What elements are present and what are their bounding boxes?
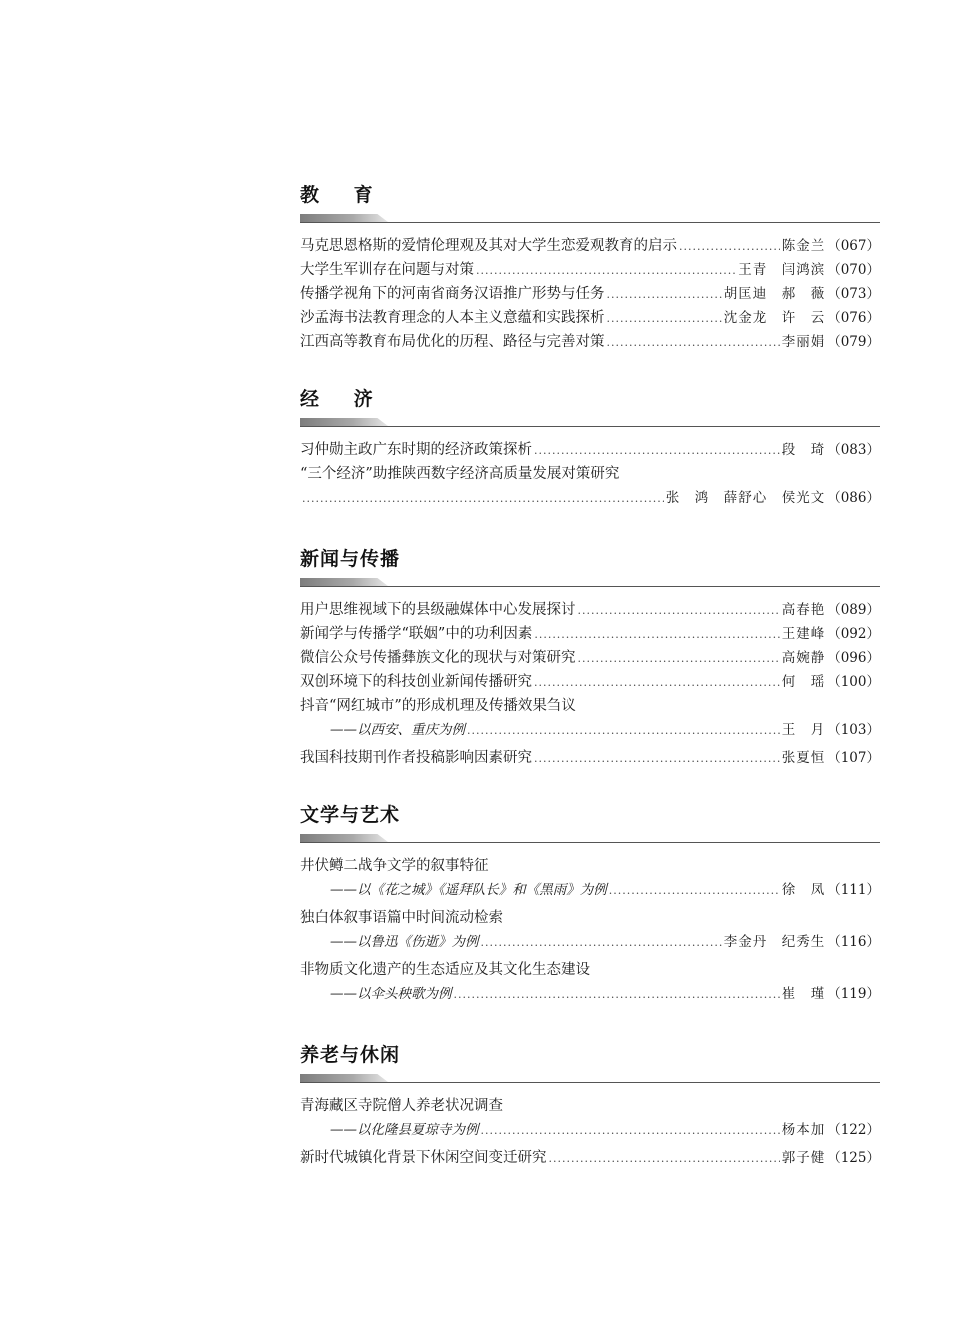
entry-line: [300, 646, 880, 670]
entry-authors: 李丽娟: [781, 334, 826, 350]
entry-line: [300, 670, 880, 694]
entry-line: [300, 282, 880, 306]
entry-title[interactable]: 双创环境下的科技创业新闻传播研究: [300, 674, 532, 690]
toc-entry: [300, 958, 880, 1010]
entry-authors: 高婉静: [781, 650, 826, 666]
dot-leader: [467, 719, 780, 743]
entry-page-number: （107）: [827, 750, 880, 766]
entry-subtitle: ——以西安、重庆为例: [330, 722, 465, 738]
entry-page-number: （096）: [827, 650, 880, 666]
entry-title[interactable]: 传播学视角下的河南省商务汉语推广形势与任务: [300, 286, 605, 302]
toc-entry: [300, 906, 880, 958]
dot-leader: [607, 283, 722, 307]
entry-page-number: （076）: [827, 310, 880, 326]
entry-line: [300, 854, 880, 878]
entry-title[interactable]: 青海藏区寺院僧人养老状况调查: [300, 1098, 503, 1114]
entry-list: [300, 846, 880, 1010]
entry-line: [300, 306, 880, 330]
entry-authors: 沈金龙 许 云: [723, 310, 826, 326]
entry-line: [300, 598, 880, 622]
dot-leader: [534, 623, 779, 647]
toc-section: [300, 170, 880, 354]
section-title: 教 育: [300, 184, 387, 206]
entry-line: [300, 958, 880, 982]
section-accent-bar: [300, 418, 388, 426]
entry-page-number: （100）: [827, 674, 880, 690]
entry-list: [300, 226, 880, 354]
entry-authors: 陈金兰: [781, 238, 826, 254]
section-divider: [300, 426, 880, 427]
entry-page-number: （079）: [827, 334, 880, 350]
entry-page-number: （073）: [827, 286, 880, 302]
entry-authors: 段 琦: [781, 442, 826, 458]
entry-page-number: （125）: [827, 1150, 880, 1166]
section-divider: [300, 586, 880, 587]
entry-subtitle: ——以鲁迅《伤逝》为例: [330, 934, 479, 950]
entry-line: [300, 878, 880, 902]
entry-authors: 张 鸿 薛舒心 侯光文: [665, 490, 826, 506]
entry-authors: 王 月: [781, 722, 826, 738]
toc-entry: [300, 462, 880, 514]
section-accent-bar: [300, 834, 388, 842]
dot-leader: [481, 1119, 780, 1143]
section-header: [300, 1030, 880, 1086]
toc-entry: [300, 306, 880, 330]
entry-page-number: （111）: [827, 882, 880, 898]
dot-leader: [302, 487, 664, 511]
toc-entry: [300, 694, 880, 746]
toc-entry: [300, 1094, 880, 1146]
entry-line: [300, 746, 880, 770]
dot-leader: [481, 931, 722, 955]
section-title: 养老与休闲: [300, 1044, 401, 1066]
entry-title[interactable]: 用户思维视域下的县级融媒体中心发展探讨: [300, 602, 576, 618]
entry-line: [300, 438, 880, 462]
section-accent-bar: [300, 214, 388, 222]
toc-entry: [300, 622, 880, 646]
section-accent-bar: [300, 578, 388, 586]
entry-title[interactable]: 抖音“网红城市”的形成机理及传播效果刍议: [300, 698, 576, 714]
entry-line: [300, 486, 880, 510]
section-header: [300, 534, 880, 590]
entry-page-number: （083）: [827, 442, 880, 458]
entry-subtitle: ——以《花之城》《遥拜队长》和《黑雨》为例: [330, 882, 607, 898]
entry-title[interactable]: 微信公众号传播彝族文化的现状与对策研究: [300, 650, 576, 666]
table-of-contents: [300, 170, 880, 1190]
entry-page-number: （122）: [827, 1122, 880, 1138]
entry-page-number: （067）: [827, 238, 880, 254]
entry-page-number: （103）: [827, 722, 880, 738]
entry-line: [300, 258, 880, 282]
entry-title[interactable]: 江西高等教育布局优化的历程、路径与完善对策: [300, 334, 605, 350]
entry-page-number: （070）: [827, 262, 880, 278]
section-title: 经 济: [300, 388, 387, 410]
dot-leader: [607, 307, 722, 331]
entry-title[interactable]: 我国科技期刊作者投稿影响因素研究: [300, 750, 532, 766]
section-divider: [300, 1082, 880, 1083]
entry-page-number: （092）: [827, 626, 880, 642]
dot-leader: [534, 671, 780, 695]
dot-leader: [454, 983, 780, 1007]
toc-section: [300, 790, 880, 1010]
dot-leader: [476, 259, 736, 283]
entry-authors: 杨本加: [781, 1122, 826, 1138]
toc-entry: [300, 234, 880, 258]
section-divider: [300, 842, 880, 843]
dot-leader: [534, 747, 780, 771]
entry-page-number: （116）: [827, 934, 880, 950]
entry-line: [300, 906, 880, 930]
entry-list: [300, 1086, 880, 1170]
entry-title[interactable]: 新时代城镇化背景下休闲空间变迁研究: [300, 1150, 547, 1166]
dot-leader: [607, 331, 780, 355]
section-title: 文学与艺术: [300, 804, 401, 826]
entry-line: [300, 462, 880, 486]
section-header: [300, 374, 880, 430]
entry-title[interactable]: 马克思恩格斯的爱情伦理观及其对大学生恋爱观教育的启示: [300, 238, 677, 254]
dot-leader: [679, 235, 780, 259]
entry-page-number: （086）: [827, 490, 880, 506]
entry-line: [300, 622, 880, 646]
entry-authors: 王建峰: [781, 626, 826, 642]
toc-entry: [300, 670, 880, 694]
entry-subtitle: ——以化隆县夏琼寺为例: [330, 1122, 479, 1138]
toc-section: [300, 374, 880, 514]
entry-subtitle: ——以伞头秧歌为例: [330, 986, 452, 1002]
entry-line: [300, 1094, 880, 1118]
entry-line: [300, 1146, 880, 1170]
entry-line: [300, 982, 880, 1006]
toc-entry: [300, 330, 880, 354]
entry-authors: 何 瑶: [781, 674, 826, 690]
section-divider: [300, 222, 880, 223]
entry-line: [300, 694, 880, 718]
dot-leader: [534, 439, 780, 463]
entry-title[interactable]: “三个经济”助推陕西数字经济高质量发展对策研究: [300, 466, 620, 482]
entry-title[interactable]: 独白体叙事语篇中时间流动检索: [300, 910, 503, 926]
section-header: [300, 790, 880, 846]
toc-section: [300, 534, 880, 770]
entry-authors: 胡匡迪 郝 薇: [723, 286, 826, 302]
entry-authors: 王青 闫鸿滨: [738, 262, 826, 278]
section-header: [300, 170, 880, 226]
entry-line: [300, 330, 880, 354]
entry-list: [300, 430, 880, 514]
entry-line: [300, 718, 880, 742]
entry-authors: 崔 瑾: [781, 986, 826, 1002]
entry-title[interactable]: 大学生军训存在问题与对策: [300, 262, 474, 278]
dot-leader: [578, 599, 780, 623]
entry-line: [300, 234, 880, 258]
entry-title[interactable]: 习仲勋主政广东时期的经济政策探析: [300, 442, 532, 458]
toc-entry: [300, 282, 880, 306]
entry-authors: 李金丹 纪秀生: [723, 934, 826, 950]
entry-list: [300, 590, 880, 770]
toc-entry: [300, 258, 880, 282]
entry-authors: 郭子健: [781, 1150, 826, 1166]
entry-page-number: （089）: [827, 602, 880, 618]
toc-section: [300, 1030, 880, 1170]
section-title: 新闻与传播: [300, 548, 401, 570]
toc-entry: [300, 598, 880, 622]
entry-page-number: （119）: [827, 986, 880, 1002]
toc-entry: [300, 854, 880, 906]
dot-leader: [549, 1147, 780, 1171]
toc-entry: [300, 1146, 880, 1170]
dot-leader: [578, 647, 780, 671]
section-accent-bar: [300, 1074, 388, 1082]
toc-entry: [300, 646, 880, 670]
entry-authors: 高春艳: [781, 602, 826, 618]
entry-line: [300, 930, 880, 954]
toc-entry: [300, 438, 880, 462]
entry-authors: 徐 凤: [781, 882, 826, 898]
entry-title[interactable]: 新闻学与传播学“联姻”中的功利因素: [300, 626, 533, 642]
dot-leader: [609, 879, 780, 903]
entry-title[interactable]: 沙孟海书法教育理念的人本主义意蕴和实践探析: [300, 310, 605, 326]
entry-title[interactable]: 非物质文化遗产的生态适应及其文化生态建设: [300, 962, 590, 978]
entry-line: [300, 1118, 880, 1142]
entry-authors: 张夏恒: [781, 750, 826, 766]
toc-entry: [300, 746, 880, 770]
entry-title[interactable]: 井伏鳟二战争文学的叙事特征: [300, 858, 489, 874]
